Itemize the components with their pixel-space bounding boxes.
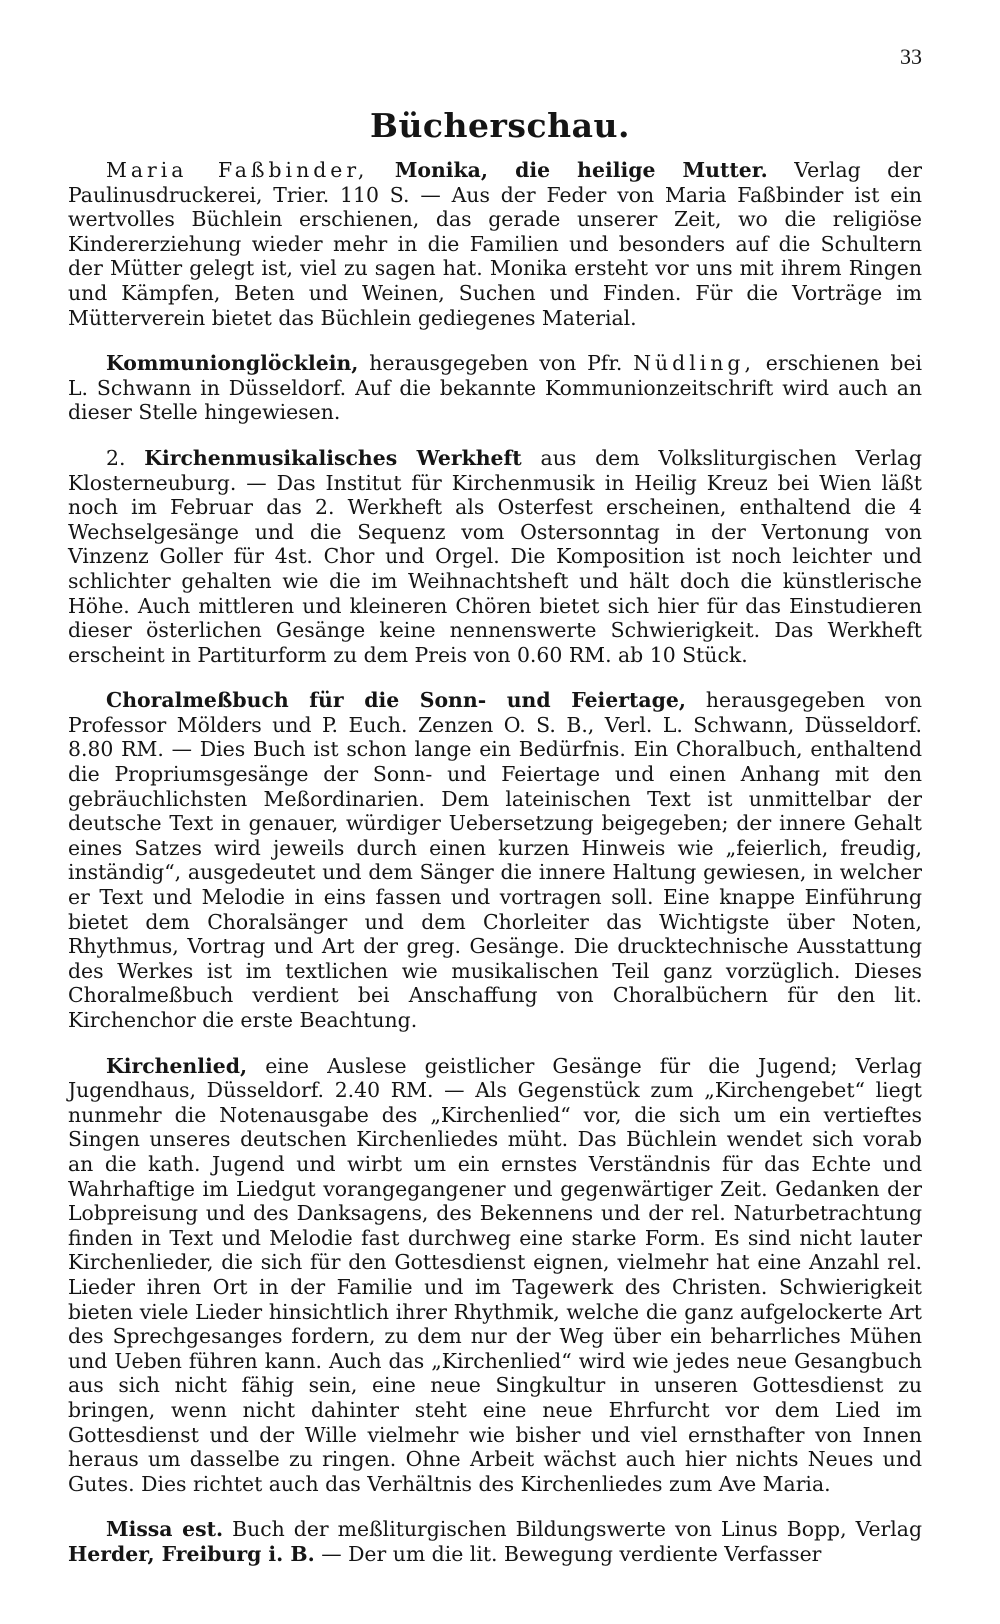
- review-paragraph: [68, 1054, 922, 1497]
- review-list: [68, 158, 922, 1587]
- review-book-title: Kirchenmusikalisches Werkheft: [144, 445, 522, 470]
- review-author: Maria Faßbinder,: [106, 158, 369, 182]
- review-book-title: Kirchenlied,: [106, 1053, 248, 1078]
- review-text: Buch der meßliturgischen Bildungswerte von Linus Bopp, Verlag: [232, 1517, 922, 1542]
- review-entry-kommunion: [68, 351, 922, 425]
- review-text: herausgegeben von Professor Mölders und P. Euch. Zenzen O. S. B., Verl. L. Schwann, Düsseldorf. 8.80 RM. — Dies Buch ist schon lange ein Bedürfnis. Ein Choralbuch, enthaltend die Propriumsgesänge der Sonn- und Feiertage und einen Anhang mit den gebräuchlichsten Meßordinarien. Dem lateinischen Text ist unmittelbar der deutsche Text in genauer, würdiger Uebersetzung beigegeben; der innere Gehalt eines Satzes wird jeweils durch einen kurzen Hinweis wie „feierlich, freudig, inständig“, ausgedeutet und dem Sänger die innere Haltung gewiesen, in welcher er Text und Melodie in eins fassen und vortragen soll. Eine knappe Einführung bietet dem Choralsänger und dem Chorleiter das Wichtigste über Noten, Rhythmus, Vortrag und Art der greg. Gesänge. Die drucktechnische Ausstattung des Werkes ist im textlichen wie musikalischen Teil ganz vorzüglich. Dieses Choralmeßbuch verdient bei Anschaffung von Choralbüchern für den lit. Kirchenchor die erste Beachtung.: [68, 688, 922, 1032]
- review-entry-missa-est: [68, 1517, 922, 1566]
- review-text: herausgegeben von Pfr.: [369, 351, 623, 376]
- review-book-title: Choralmeßbuch für die Sonn- und Feiertage,: [106, 688, 686, 713]
- review-entry-werkheft: [68, 446, 922, 667]
- review-paragraph: [68, 351, 922, 425]
- review-entry-kirchenlied: [68, 1054, 922, 1497]
- page-title: Bücherschau.: [370, 106, 630, 145]
- review-book-title: Missa est.: [106, 1517, 224, 1542]
- review-paragraph: [68, 446, 922, 667]
- review-text: Verlag der Paulinusdruckerei, Trier. 110 S. — Aus der Feder von Maria Faßbinder ist ein wertvolles Büchlein erschienen, das gerade unserer Zeit, wo die religiöse Kindererziehung wieder mehr in die Familien und besonders auf die Schultern der Mütter gelegt ist, viel zu sagen hat. Monika ersteht vor uns mit ihrem Ringen und Kämpfen, Beten und Weinen, Suchen und Finden. Für die Vorträge im Mütterverein bietet das Büchlein gediegenes Material.: [68, 158, 923, 330]
- review-prefix: 2.: [106, 445, 126, 470]
- review-text: eine Auslese geistlicher Gesänge für die Jugend; Verlag Jugendhaus, Düsseldorf. 2.40 RM. — Als Gegenstück zum „Kirchengebet“ liegt nunmehr die Notenausgabe des „Kirchenlied“ vor, die sich um ein vertieftes Singen unseres deutschen Kirchenliedes müht. Das Büchlein wendet sich vorab an die kath. Jugend und wirbt um ein ernstes Verständnis für das Echte und Wahrhaftige im Liedgut vorangegangener und gegenwärtiger Zeit. Gedanken der Lobpreisung und des Danksagens, des Bekennens und der rel. Naturbetrachtung finden in Text und Melodie fast durchweg eine starke Form. Es sind nicht lauter Kirchenlieder, die sich für den Gottesdienst eignen, vielmehr hat eine Anzahl rel. Lieder ihren Ort in der Familie und im Tagewerk des Christen. Schwierigkeit bieten viele Lieder hinsichtlich ihrer Rhythmik, welche die ganz aufgelockerte Art des Sprechgesanges fordern, zu dem nur der Weg über ein beharrliches Mühen und Ueben führen kann. Auch das „Kirchenlied“ wird wie jedes neue Gesangbuch aus sich nicht fähig sein, eine neue Singkultur in unseren Gottesdienst zu bringen, wenn nicht dahinter steht eine neue Ehrfurcht vor dem Lied im Gottesdienst und der Wille vielmehr wie bisher und viel ernsthafter von Innen heraus um dasselbe zu ringen. Ohne Arbeit wächst auch hier nichts Neues und Gutes. Dies richtet auch das Verhältnis des Kirchenliedes zum Ave Maria.: [68, 1053, 922, 1496]
- review-publisher: Herder, Freiburg i. B.: [68, 1541, 315, 1566]
- review-spaced-name: Nüdling,: [633, 351, 755, 376]
- review-entry-choralmessbuch: [68, 688, 922, 1032]
- page-number: 33: [900, 44, 922, 69]
- review-book-title: Kommunionglöcklein,: [106, 351, 359, 376]
- review-text: erschienen bei L. Schwann in Düsseldorf. Auf die bekannte Kommunionzeitschrift wird auch an dieser Stelle hingewiesen.: [68, 351, 923, 425]
- review-book-title: Monika, die heilige Mutter.: [394, 158, 768, 182]
- review-entry-monika: [68, 158, 922, 330]
- review-paragraph: [68, 688, 922, 1032]
- review-paragraph: [68, 1517, 922, 1566]
- review-text: — Der um die lit. Bewegung verdiente Verfasser: [321, 1541, 822, 1566]
- review-paragraph: [68, 158, 922, 330]
- review-text: aus dem Volksliturgischen Verlag Klosterneuburg. — Das Institut für Kirchenmusik in Heilig Kreuz bei Wien läßt noch im Februar das 2. Werkheft als Osterfest erscheinen, enthaltend die 4 Wechselgesänge und die Sequenz vom Ostersonntag in der Vertonung von Vinzenz Goller für 4st. Chor und Orgel. Die Komposition ist noch leichter und schlichter gehalten wie die im Weihnachtsheft und hält doch die künstlerische Höhe. Auch mittleren und kleineren Chören bietet sich hier für das Einstudieren dieser österlichen Gesänge keine nennenswerte Schwierigkeit. Das Werkheft erscheint in Partiturform zu dem Preis von 0.60 RM. ab 10 Stück.: [68, 445, 922, 667]
